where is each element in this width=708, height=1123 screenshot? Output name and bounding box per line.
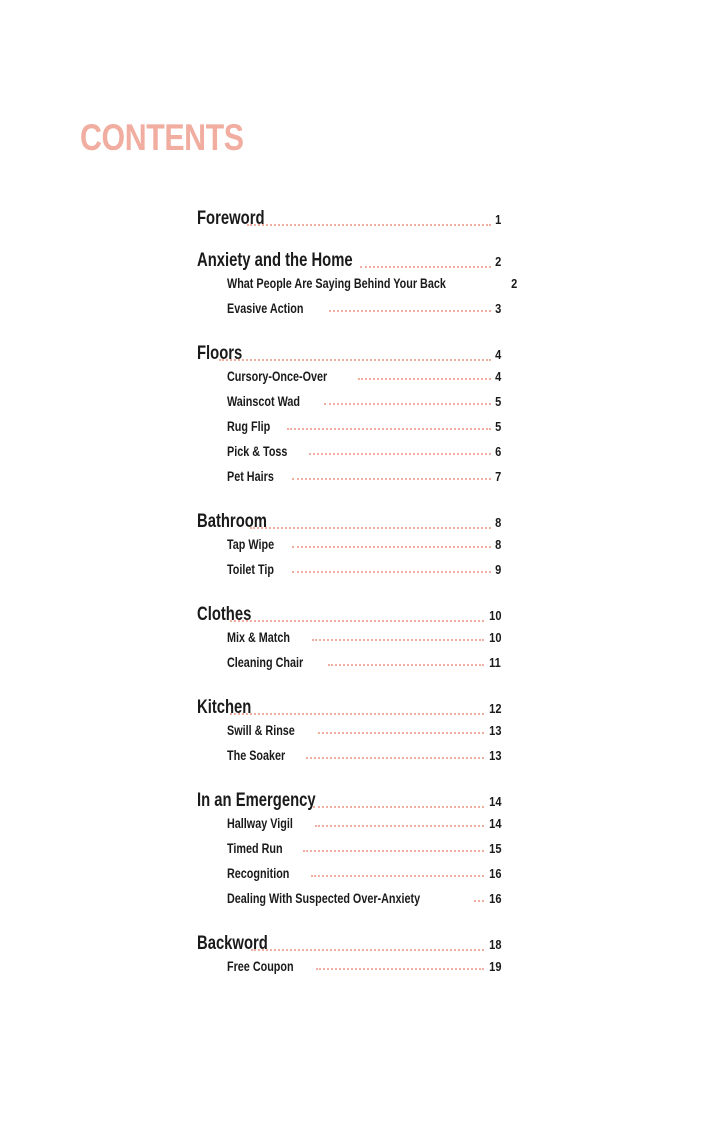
toc-entry-title: Bathroom <box>197 511 267 532</box>
toc-entry-title: Recognition <box>227 866 290 881</box>
dot-leader <box>324 403 491 405</box>
toc-page-number: 11 <box>489 655 501 670</box>
toc-section-entry[interactable] <box>227 841 501 856</box>
toc-section-entry[interactable] <box>227 394 501 409</box>
toc-page-number: 13 <box>488 723 501 738</box>
toc-section-entry[interactable] <box>227 562 501 577</box>
toc-page-number: 1 <box>494 212 501 227</box>
dot-leader <box>328 664 484 666</box>
dot-leader <box>230 713 483 715</box>
toc-entry-title: Tap Wipe <box>227 537 275 552</box>
toc-entry-title: The Soaker <box>227 748 286 763</box>
toc-page-number: 6 <box>494 444 501 459</box>
toc-section-entry[interactable] <box>227 301 501 316</box>
dot-leader <box>318 732 484 734</box>
toc-entry-title: Swill & Rinse <box>227 723 295 738</box>
toc-chapter-entry[interactable] <box>197 511 501 533</box>
toc-page-number: 8 <box>494 537 501 552</box>
toc-chapter-entry[interactable] <box>197 790 501 812</box>
toc-entry-title: Cleaning Chair <box>227 655 304 670</box>
dot-leader <box>306 757 484 759</box>
toc-entry-title: Wainscot Wad <box>227 394 301 409</box>
toc-entry-title: Dealing With Suspected Over-Anxiety <box>227 891 421 906</box>
toc-page-number: 5 <box>494 419 501 434</box>
toc-page-number: 10 <box>488 630 501 645</box>
toc-section-entry[interactable] <box>227 748 501 763</box>
dot-leader <box>474 900 483 902</box>
toc-entry-title: Free Coupon <box>227 959 294 974</box>
toc-page-number: 16 <box>488 891 501 906</box>
dot-leader <box>287 428 491 430</box>
toc-page-number: 4 <box>494 369 501 384</box>
toc-page-number: 5 <box>494 394 501 409</box>
dot-leader <box>312 639 484 641</box>
toc-chapter-entry[interactable] <box>197 697 501 719</box>
dot-leader <box>303 850 484 852</box>
toc-chapter-entry[interactable] <box>197 604 501 626</box>
toc-entry-title: Toilet Tip <box>227 562 274 577</box>
dot-leader <box>313 806 484 808</box>
toc-section-entry[interactable] <box>227 537 501 552</box>
toc-page-number: 15 <box>488 841 501 856</box>
toc-page-number: 7 <box>494 469 501 484</box>
toc-section-entry[interactable] <box>227 276 517 291</box>
toc-page-number: 12 <box>488 701 501 716</box>
toc-entry-title: Floors <box>197 343 243 364</box>
toc-section-entry[interactable] <box>227 816 501 831</box>
toc-entry-title: In an Emergency <box>197 790 316 811</box>
dot-leader <box>292 571 491 573</box>
toc-section-entry[interactable] <box>227 959 501 974</box>
toc-page-number: 2 <box>494 254 501 269</box>
toc-entry-title: Pet Hairs <box>227 469 274 484</box>
toc-entry-title: Clothes <box>197 604 252 625</box>
dot-leader <box>292 478 491 480</box>
toc-entry-title: Backword <box>197 933 268 954</box>
toc-section-entry[interactable] <box>227 369 501 384</box>
toc-page-number: 2 <box>510 276 517 291</box>
toc-chapter-entry[interactable] <box>197 208 501 230</box>
toc-entry-title: Pick & Toss <box>227 444 288 459</box>
toc-page-number: 3 <box>494 301 501 316</box>
toc-section-entry[interactable] <box>227 444 501 459</box>
toc-section-entry[interactable] <box>227 891 501 906</box>
toc-entry-title: Anxiety and the Home <box>197 250 353 271</box>
dot-leader <box>247 224 491 226</box>
toc-entry-title: Cursory-Once-Over <box>227 369 328 384</box>
dot-leader <box>358 378 490 380</box>
toc-chapter-entry[interactable] <box>197 343 501 365</box>
dot-leader <box>315 825 483 827</box>
toc-entry-title: Evasive Action <box>227 301 304 316</box>
dot-leader <box>329 310 491 312</box>
toc-entry-title: Kitchen <box>197 697 252 718</box>
dot-leader <box>219 359 491 361</box>
toc-section-entry[interactable] <box>227 630 501 645</box>
dot-leader <box>250 527 491 529</box>
toc-section-entry[interactable] <box>227 723 501 738</box>
toc-page-number: 4 <box>494 347 501 362</box>
toc-page-number: 10 <box>488 608 501 623</box>
toc-page-number: 8 <box>494 515 501 530</box>
toc-section-entry[interactable] <box>227 469 501 484</box>
toc-entry-title: Rug Flip <box>227 419 271 434</box>
dot-leader <box>311 875 484 877</box>
toc-page-number: 14 <box>488 816 501 831</box>
toc-chapter-entry[interactable] <box>197 933 501 955</box>
dot-leader <box>230 620 483 622</box>
toc-chapter-entry[interactable] <box>197 250 501 272</box>
toc-section-entry[interactable] <box>227 866 501 881</box>
toc-entry-title: What People Are Saying Behind Your Back <box>227 276 446 291</box>
toc-entry-title: Timed Run <box>227 841 283 856</box>
toc-page-number: 13 <box>488 748 501 763</box>
page-title: CONTENTS <box>80 117 244 158</box>
toc-section-entry[interactable] <box>227 655 501 670</box>
toc-entry-title: Hallway Vigil <box>227 816 293 831</box>
dot-leader <box>309 453 491 455</box>
toc-page-number: 19 <box>488 959 501 974</box>
toc-page-number: 18 <box>488 937 501 952</box>
toc-entry-title: Mix & Match <box>227 630 291 645</box>
dot-leader <box>251 949 483 951</box>
dot-leader <box>316 968 483 970</box>
dot-leader <box>292 546 491 548</box>
dot-leader <box>360 266 491 268</box>
toc-page-number: 16 <box>488 866 501 881</box>
toc-page-number: 9 <box>494 562 501 577</box>
toc-section-entry[interactable] <box>227 419 501 434</box>
toc-entry-title: Foreword <box>197 208 265 229</box>
toc-page-number: 14 <box>488 794 501 809</box>
